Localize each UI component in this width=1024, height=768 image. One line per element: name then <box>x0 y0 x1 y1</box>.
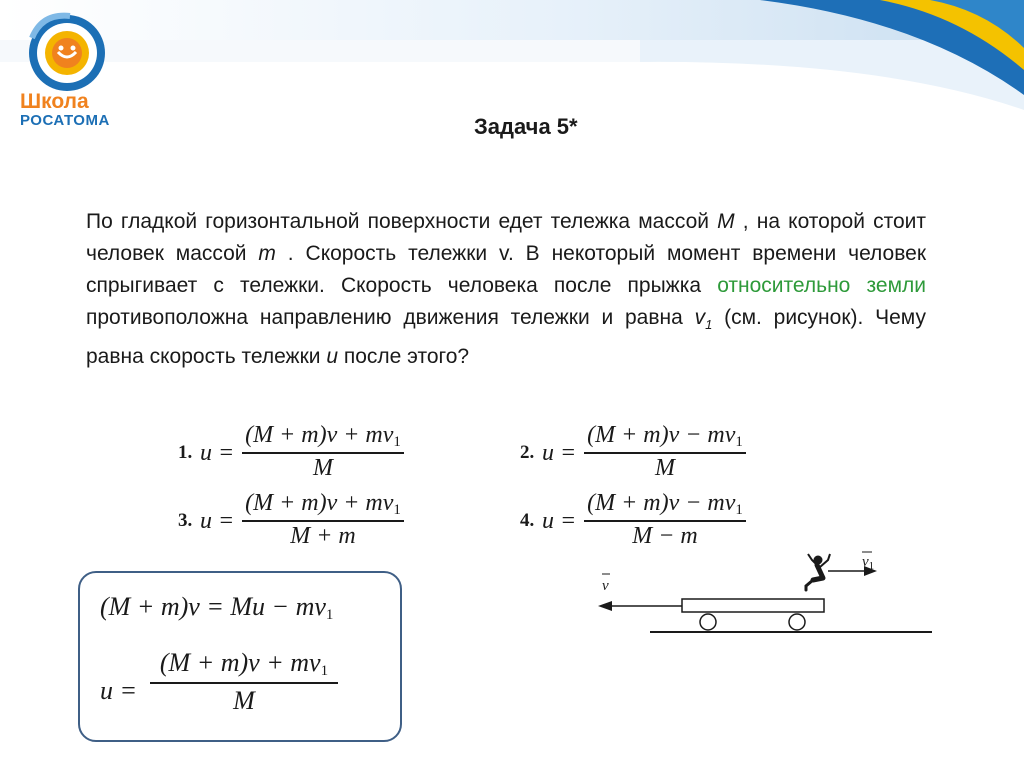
fraction-bar <box>242 520 404 522</box>
velocity-v1: v <box>694 306 706 329</box>
answer-lhs: u = <box>542 440 577 466</box>
solution-numerator-sub: 1 <box>320 663 329 679</box>
velocity-v1-sub: 1 <box>705 317 713 333</box>
answer-number: 2. <box>520 442 535 463</box>
cart-wheel-right <box>789 614 805 630</box>
answer-numerator-sub: 1 <box>735 434 743 450</box>
logo-line-2: РОСАТОМА <box>20 112 110 129</box>
problem-text-3: . Скорость тележки v. В некоторый момент времени человек спрыгивает с тележки. Скорость человека после прыжка <box>86 242 927 297</box>
solution-fraction-bar <box>150 682 338 684</box>
answer-numerator-sub: 1 <box>735 502 743 518</box>
velocity-v-label: v <box>602 578 609 594</box>
page-title: Задача 5* <box>474 114 578 139</box>
solution-momentum-equation <box>100 592 333 624</box>
problem-text-1: По гладкой горизонтальной поверхности едет тележка массой <box>86 210 718 233</box>
arrowhead-left-icon <box>598 601 612 611</box>
answer-denominator: M <box>655 454 675 481</box>
answer-fraction <box>242 422 404 482</box>
cart-figure <box>590 540 940 640</box>
answer-numerator-sub: 1 <box>393 502 401 518</box>
mass-M: M <box>717 210 735 233</box>
answer-lhs: u = <box>200 508 235 534</box>
fraction-bar <box>584 452 746 454</box>
problem-text-4: противоположна направлению движения тележки и равна <box>86 306 695 329</box>
cart-wheel-left <box>700 614 716 630</box>
logo-emblem-icon <box>22 8 112 98</box>
velocity-u: u <box>326 345 339 369</box>
highlight-relative-ground: относительно земли <box>717 274 926 297</box>
answer-number: 1. <box>178 442 193 463</box>
answer-option-3 <box>178 488 418 558</box>
answer-fraction <box>242 490 404 550</box>
solution-u-lhs: u = <box>100 676 138 705</box>
fraction-bar <box>242 452 404 454</box>
answer-denominator: M <box>313 454 333 481</box>
answer-lhs: u = <box>200 440 235 466</box>
answer-numerator: (M + m)v + mv <box>245 490 394 516</box>
problem-text-6: после этого? <box>338 345 470 369</box>
velocity-v1-label: $v_1$ <box>862 554 875 572</box>
solution-eq1-main: (M + m)v = Mu − mv <box>100 592 326 621</box>
problem-text-2: , на которой стоит человек массой <box>86 210 926 265</box>
answer-option-1 <box>178 420 418 490</box>
answer-numerator: (M + m)v − mv <box>587 422 736 448</box>
problem-text-5: (см. рисунок). Чему равна скорость тележки <box>86 306 926 369</box>
answer-fraction <box>584 422 746 482</box>
solution-denominator: M <box>233 685 255 715</box>
fraction-bar <box>584 520 746 522</box>
mass-m: m <box>258 242 276 265</box>
solution-fraction <box>150 648 338 716</box>
jumping-person-icon <box>806 554 830 590</box>
answer-lhs: u = <box>542 508 577 534</box>
answer-denominator: M + m <box>290 522 356 549</box>
answer-denominator: M − m <box>632 522 698 549</box>
solution-eq1-sub: 1 <box>325 607 334 623</box>
answer-numerator: (M + m)v + mv <box>245 422 394 448</box>
logo-line-1: Школа <box>20 90 89 113</box>
problem-statement <box>86 206 926 373</box>
cart-body <box>682 599 824 612</box>
solution-numerator: (M + m)v + mv <box>159 648 321 677</box>
answer-number: 3. <box>178 510 193 531</box>
answer-numerator-sub: 1 <box>393 434 401 450</box>
answer-option-2 <box>520 420 760 490</box>
answer-numerator: (M + m)v − mv <box>587 490 736 516</box>
answer-number: 4. <box>520 510 535 531</box>
